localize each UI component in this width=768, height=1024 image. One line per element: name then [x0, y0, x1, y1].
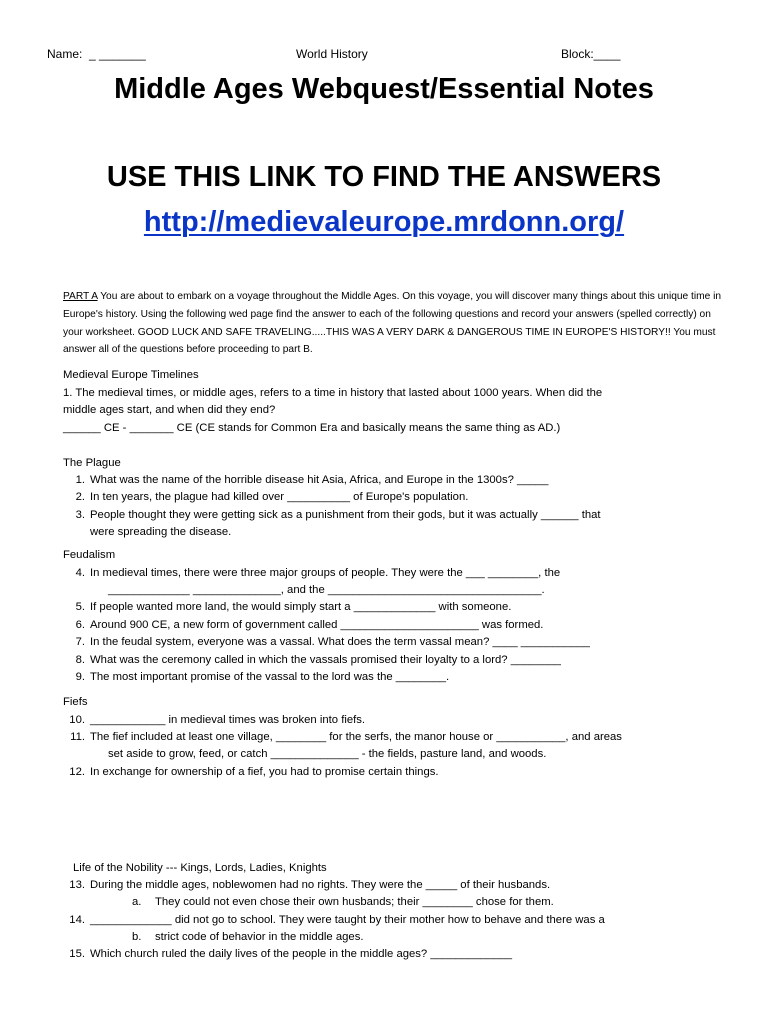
question-text: During the middle ages, noblewomen had no rights. They were the _____ of their husbands. [90, 879, 551, 891]
question-text: What was the name of the horrible disease hit Asia, Africa, and Europe in the 1300s? _____ [90, 474, 549, 486]
plague-question-2 [63, 489, 743, 507]
question-1-line-1: 1. The medieval times, or middle ages, refers to a time in history that lasted about 1000 years. When did the [63, 387, 603, 399]
question-1-line-2: middle ages start, and when did they end? [63, 404, 276, 416]
feudalism-question-8 [63, 652, 743, 670]
part-a-label: PART A [63, 291, 98, 302]
question-number: 4. [75, 567, 85, 579]
question-number: 15. [69, 948, 85, 960]
question-number: 8. [75, 654, 85, 666]
question-number: 11. [70, 731, 85, 743]
question-number: 3. [75, 509, 85, 521]
question-text: In medieval times, there were three major groups of people. They were the ___ ________, the [90, 567, 561, 579]
plague-question-1 [63, 472, 743, 490]
question-1-answer-line: ______ CE - _______ CE (CE stands for Common Era and basically means the same thing as AD.) [63, 422, 561, 434]
feudalism-question-6 [63, 617, 743, 635]
question-text: ____________ in medieval times was broken into fiefs. [90, 714, 366, 726]
part-a-text: You are about to embark on a voyage throughout the Middle Ages. On this voyage, you will discover many things about this unique time in Europe's history. Using the following wed page find the answer to each of the following questions and record your answers (spelled correctly) on your worksheet. GOOD LUCK AND SAFE TRAVELING.....THIS WAS A VERY DARK & DANGEROUS TIME IN EUROPE'S HISTORY!! You must answer all of the questions before proceeding to part B. [63, 291, 722, 356]
section-heading-fiefs: Fiefs [63, 696, 88, 708]
question-text: If people wanted more land, the would simply start a _____________ with someone. [90, 601, 512, 613]
nobility-subitem-a: They could not even chose their own husbands; their ________ chose for them. [155, 896, 554, 908]
question-text: Around 900 CE, a new form of government called ______________________ was formed. [90, 619, 544, 631]
feudalism-question-7 [63, 634, 743, 652]
question-text: The fief included at least one village, ________ for the serfs, the manor house or ___________, and areas [90, 731, 622, 743]
question-number: 9. [75, 671, 85, 683]
resource-link[interactable]: http://medievaleurope.mrdonn.org/ [143, 206, 625, 238]
feudalism-question-4-continued: _____________ ______________, and the __________________________________. [108, 584, 545, 596]
question-number: 1. [75, 474, 85, 486]
feudalism-question-9 [63, 669, 743, 687]
section-heading-plague: The Plague [63, 457, 121, 469]
question-text: Which church ruled the daily lives of the people in the middle ages? _____________ [90, 948, 513, 960]
nobility-question-15 [63, 946, 743, 964]
name-field: Name: _ _______ [47, 47, 146, 61]
question-number: 10. [69, 714, 85, 726]
section-heading-timelines: Medieval Europe Timelines [63, 369, 199, 381]
part-a-intro [63, 288, 723, 359]
question-text: In ten years, the plague had killed over __________ of Europe's population. [90, 491, 469, 503]
block-field: Block:____ [561, 47, 621, 61]
instruction-heading: USE THIS LINK TO FIND THE ANSWERS [106, 161, 662, 193]
question-number: 6. [75, 619, 85, 631]
page-title: Middle Ages Webquest/Essential Notes [114, 73, 654, 105]
fiefs-question-11-continued: set aside to grow, feed, or catch ______________ - the fields, pasture land, and woods. [108, 748, 547, 760]
question-number: 7. [75, 636, 85, 648]
nobility-question-13 [63, 877, 743, 895]
section-heading-feudalism: Feudalism [63, 549, 116, 561]
nobility-question-14 [63, 912, 743, 930]
question-text: In exchange for ownership of a fief, you had to promise certain things. [90, 766, 439, 778]
fiefs-question-12 [63, 764, 743, 782]
question-text: In the feudal system, everyone was a vassal. What does the term vassal mean? ____ ___________ [90, 636, 590, 648]
question-number: 5. [75, 601, 85, 613]
course-name: World History [296, 47, 368, 61]
fiefs-question-11 [63, 729, 743, 747]
question-text: The most important promise of the vassal to the lord was the ________. [90, 671, 450, 683]
question-number: 13. [69, 879, 85, 891]
question-number: 2. [75, 491, 85, 503]
feudalism-question-5 [63, 599, 743, 617]
nobility-subitem-b-label: b. [132, 931, 142, 943]
question-text: What was the ceremony called in which the vassals promised their loyalty to a lord? ________ [90, 654, 561, 666]
nobility-subitem-a-label: a. [132, 896, 142, 908]
question-text: People thought they were getting sick as a punishment from their gods, but it was actually ______ that [90, 509, 601, 521]
question-number: 14. [69, 914, 85, 926]
section-heading-nobility: Life of the Nobility --- Kings, Lords, Ladies, Knights [73, 862, 327, 874]
plague-question-3-continued: were spreading the disease. [90, 526, 232, 538]
question-text: _____________ did not go to school. They were taught by their mother how to behave and there was a [90, 914, 605, 926]
question-number: 12. [69, 766, 85, 778]
nobility-subitem-b: strict code of behavior in the middle ages. [155, 931, 364, 943]
fiefs-question-10 [63, 712, 743, 730]
feudalism-question-4 [63, 565, 743, 583]
